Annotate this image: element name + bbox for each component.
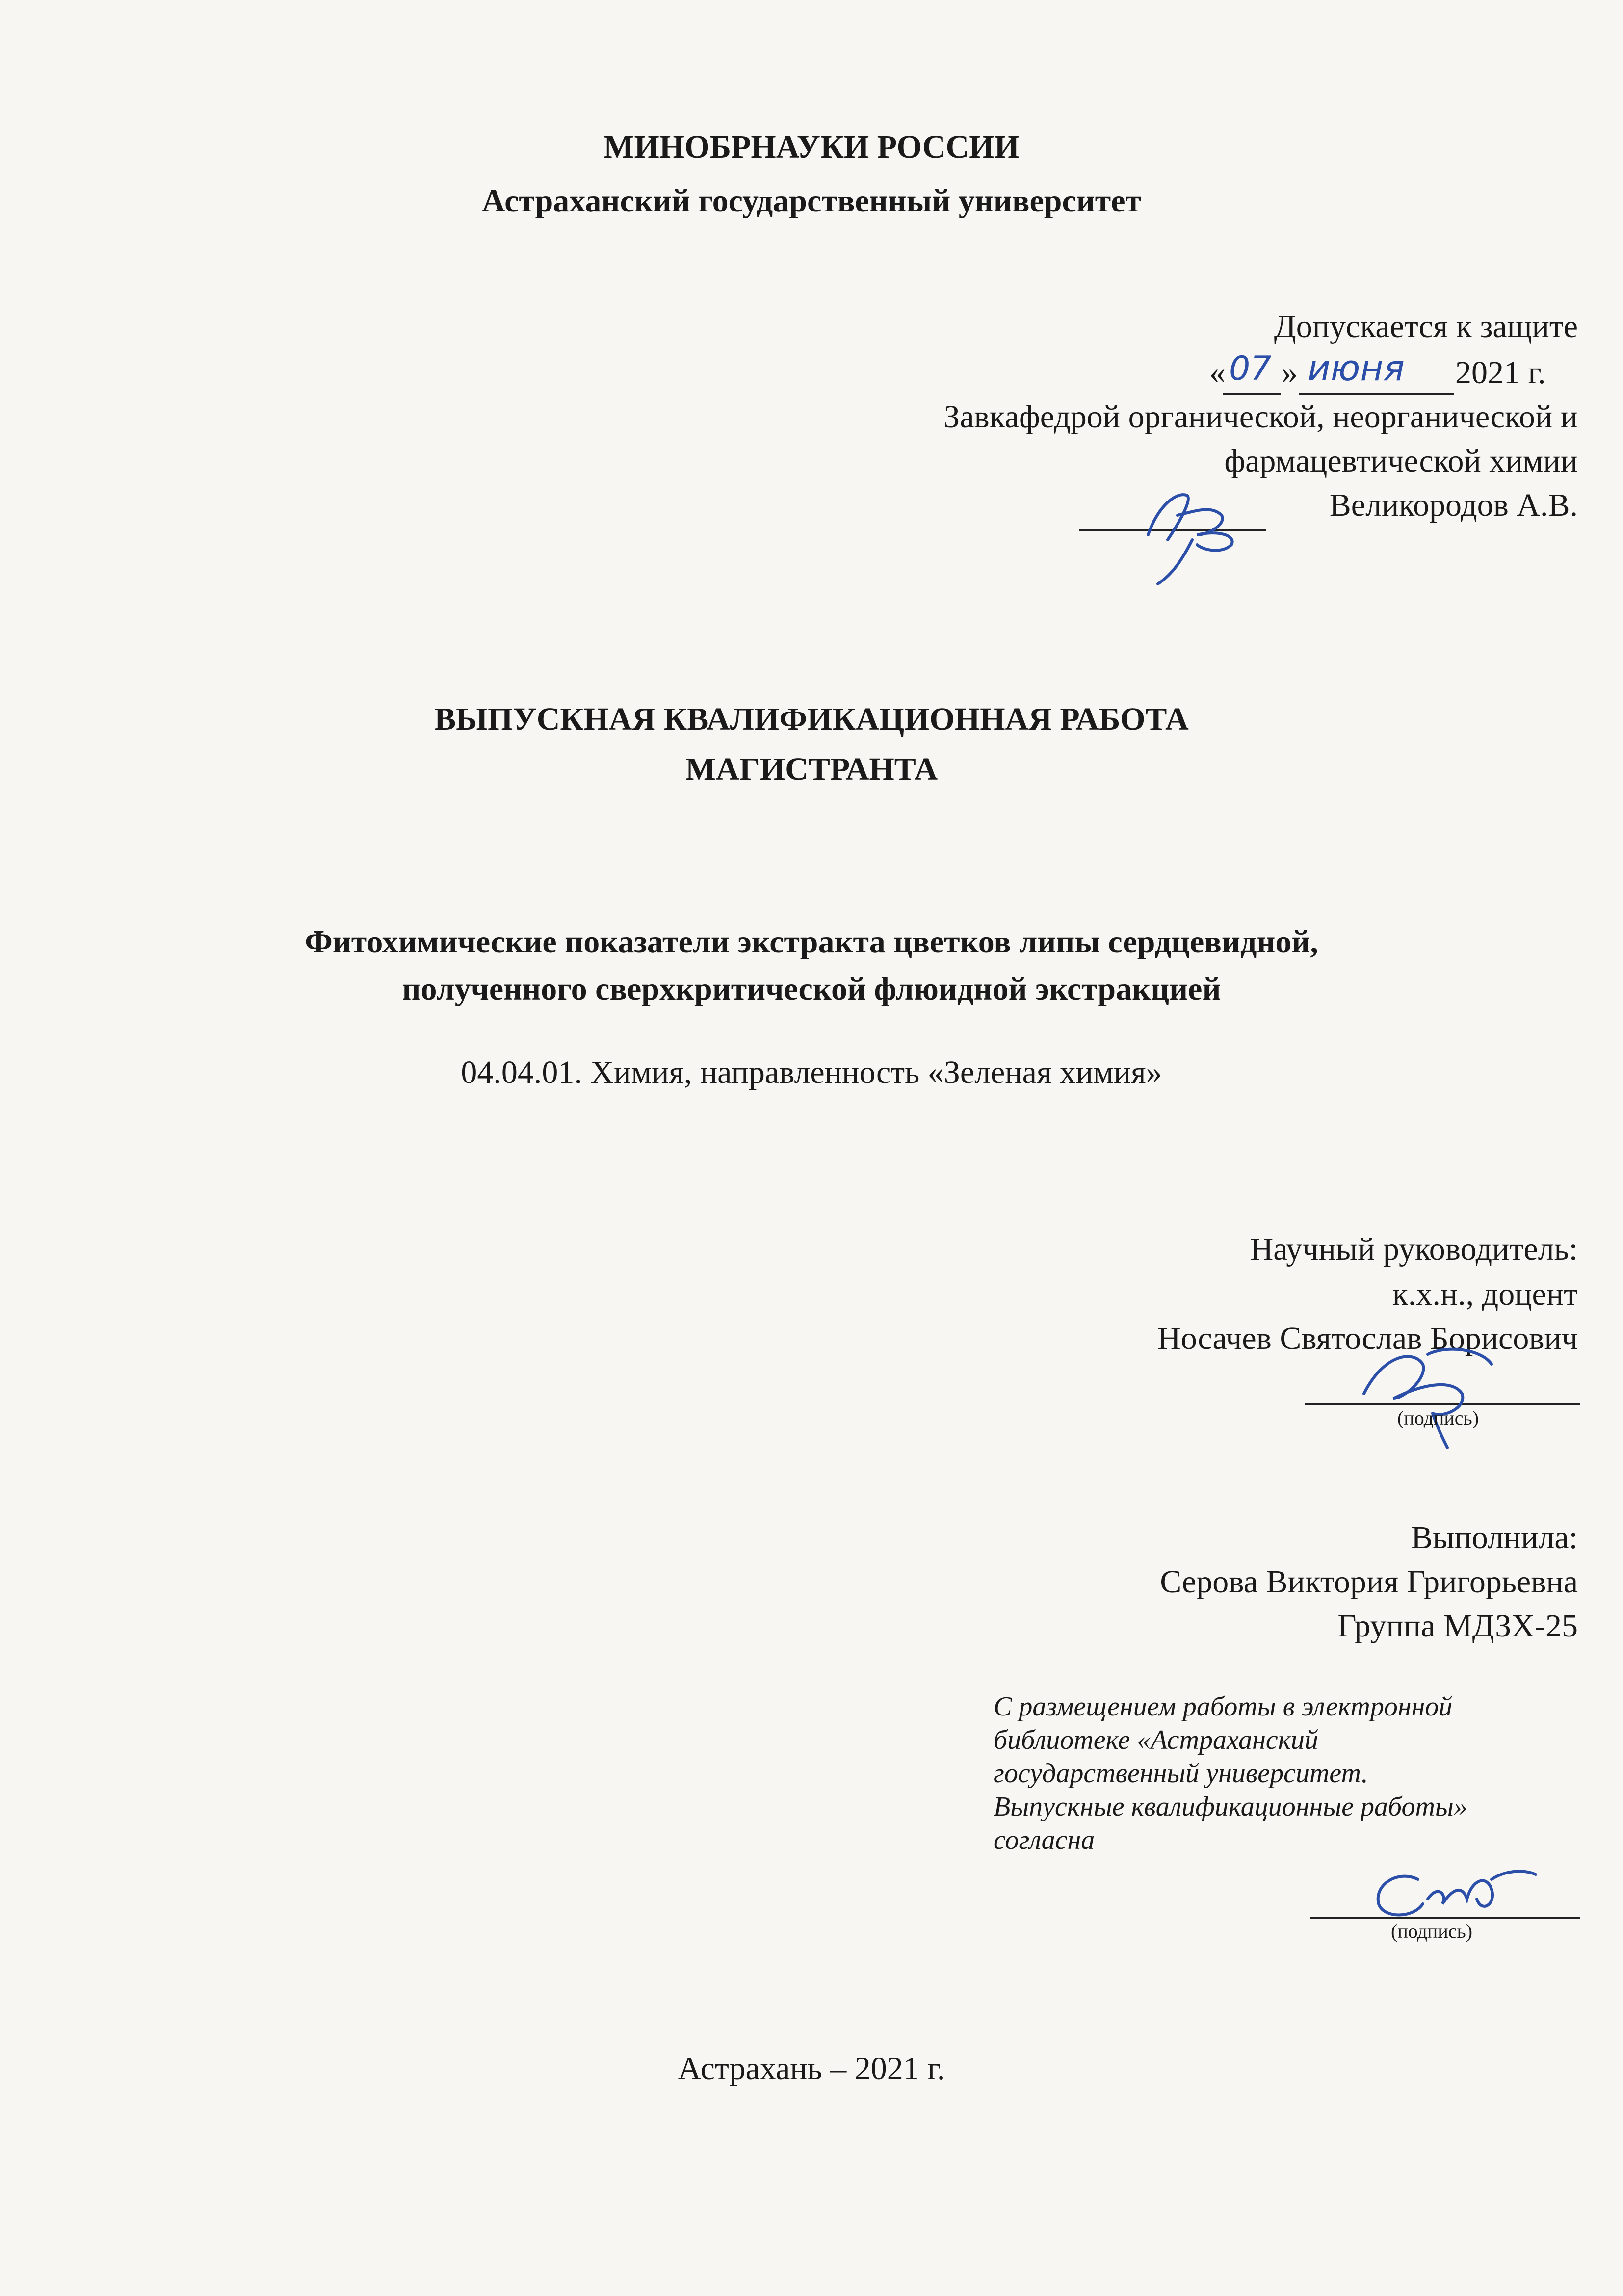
date-month-handwritten: июня <box>1308 347 1405 389</box>
supervisor-label: Научный руководитель: <box>1250 1231 1578 1267</box>
approver-position-line2: фармацевтической химии <box>1224 443 1578 479</box>
thesis-title-line1: Фитохимические показатели экстракта цветков липы сердцевидной, <box>305 924 1318 960</box>
supervisor-signature-caption: (подпись) <box>1397 1407 1479 1429</box>
date-close-quote: » <box>1282 355 1298 391</box>
date-year: 2021 г. <box>1455 355 1546 391</box>
author-name: Серова Виктория Григорьевна <box>1160 1564 1578 1600</box>
consent-line5: согласна <box>994 1825 1095 1855</box>
consent-line1: С размещением работы в электронной <box>994 1691 1453 1722</box>
consent-line4: Выпускные квалификационные работы» <box>994 1792 1467 1822</box>
consent-signature-caption: (подпись) <box>1391 1920 1473 1942</box>
supervisor-degree: к.х.н., доцент <box>1392 1276 1578 1312</box>
work-type-line2: МАГИСТРАНТА <box>685 751 938 787</box>
ministry-name: МИНОБРНАУКИ РОССИИ <box>603 129 1020 165</box>
approver-position-line1: Завкафедрой органической, неорганической и <box>943 399 1578 435</box>
work-type-line1: ВЫПУСКНАЯ КВАЛИФИКАЦИОННАЯ РАБОТА <box>434 701 1189 737</box>
date-month-line <box>1299 393 1454 395</box>
supervisor-signature-icon <box>1344 1325 1541 1452</box>
date-open-quote: « <box>1209 355 1226 391</box>
thesis-title-line2: полученного сверхкритической флюидной экстракцией <box>402 971 1221 1007</box>
approver-signature-icon <box>1119 461 1285 589</box>
university-name: Астраханский государственный университет <box>482 183 1141 219</box>
supervisor-name: Носачев Святослав Борисович <box>1157 1320 1578 1356</box>
author-group: Группа МДЗХ-25 <box>1337 1608 1578 1644</box>
approver-name: Великородов А.В. <box>1329 487 1578 523</box>
author-label: Выполнила: <box>1411 1520 1578 1556</box>
date-day-line <box>1223 393 1281 395</box>
city-year: Астрахань – 2021 г. <box>678 2051 945 2086</box>
consent-text <box>994 1690 1467 1857</box>
date-day-handwritten: 07 <box>1229 349 1272 388</box>
admission-label: Допускается к защите <box>1274 309 1578 344</box>
consent-line3: государственный университет. <box>994 1758 1368 1789</box>
consent-line2: библиотеке «Астраханский <box>994 1725 1318 1755</box>
specialty: 04.04.01. Химия, направленность «Зеленая химия» <box>461 1055 1162 1090</box>
